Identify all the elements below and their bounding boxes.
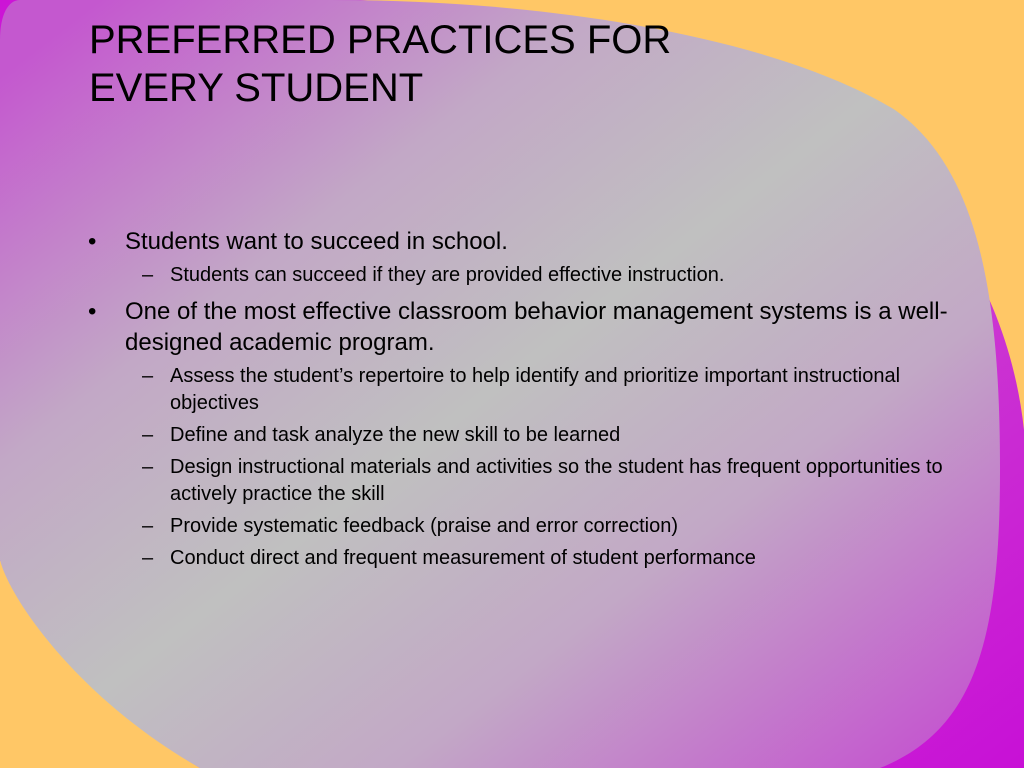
sub-bullet-item [88,363,948,417]
sub-bullet-item [88,454,948,508]
sub-bullet-list [88,363,948,572]
bullet-dot-icon: • [88,228,97,255]
slide-body [88,226,948,576]
sub-bullet-text: Design instructional materials and activities so the student has frequent opportunities to actively practice the skill [170,456,943,505]
slide-title-line-1: PREFERRED PRACTICES FOR [89,18,672,62]
bullet-dot-icon: • [88,298,97,325]
dash-icon: – [142,547,154,569]
bullet-text: One of the most effective classroom behavior management systems is a well-designed academic program. [125,298,948,356]
bullet-item [88,226,948,257]
sub-bullet-text: Students can succeed if they are provided effective instruction. [170,264,725,286]
sub-bullet-item [88,545,948,572]
sub-bullet-text: Conduct direct and frequent measurement of student performance [170,547,756,569]
slide-title [89,16,671,112]
dash-icon: – [142,424,154,446]
bullet-item [88,296,948,358]
sub-bullet-item [88,513,948,540]
sub-bullet-item [88,262,948,289]
sub-bullet-text: Assess the student’s repertoire to help identify and prioritize important instructional objectives [170,365,901,414]
dash-icon: – [142,264,154,286]
sub-bullet-item [88,422,948,449]
slide-title-line-2: EVERY STUDENT [89,66,424,110]
bullet-text: Students want to succeed in school. [125,228,508,255]
sub-bullet-text: Provide systematic feedback (praise and error correction) [170,515,678,537]
dash-icon: – [142,515,154,537]
sub-bullet-list [88,262,948,289]
dash-icon: – [142,365,154,387]
dash-icon: – [142,456,154,478]
sub-bullet-text: Define and task analyze the new skill to be learned [170,424,621,446]
